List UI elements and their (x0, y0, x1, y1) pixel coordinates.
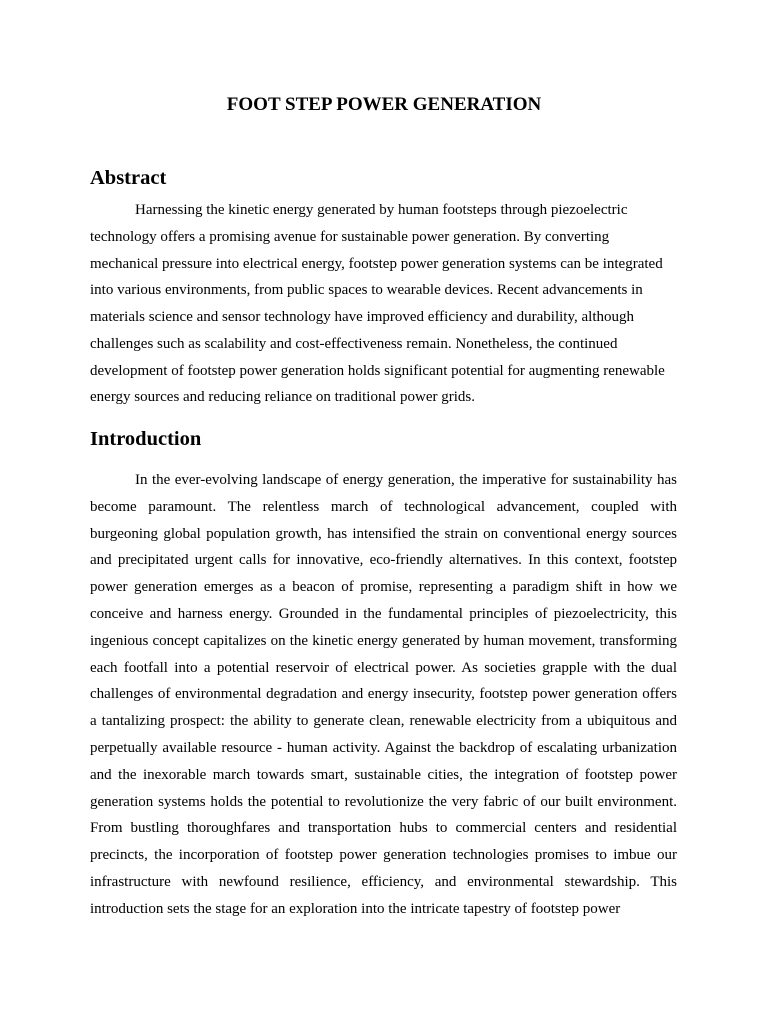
abstract-heading: Abstract (90, 167, 167, 189)
introduction-heading: Introduction (90, 428, 202, 450)
introduction-paragraph: In the ever-evolving landscape of energy generation, the imperative for sustainability has become paramount. The relentless march of technological advancement, coupled with burgeoning global population growth, has intensified the strain on conventional energy sources and precipitated urgent calls for innovative, eco-friendly alternatives. In this context, footstep power generation emerges as a beacon of promise, representing a paradigm shift in how we conceive and harness energy. Grounded in the fundamental principles of piezoelectricity, this ingenious concept capitalizes on the kinetic energy generated by human movement, transforming each footfall into a potential reservoir of electrical power. As societies grapple with the dual challenges of environmental degradation and energy insecurity, footstep power generation offers a tantalizing prospect: the ability to generate clean, renewable electricity from a ubiquitous and perpetually available resource - human activity. Against the backdrop of escalating urbanization and the inexorable march towards smart, sustainable cities, the integration of footstep power generation systems holds the potential to revolutionize the very fabric of our built environment. From bustling thoroughfares and transportation hubs to commercial centers and residential precincts, the incorporation of footstep power generation technologies promises to imbue our infrastructure with newfound resilience, efficiency, and environmental stewardship. This introduction sets the stage for an exploration into the intricate tapestry of footstep power (90, 472, 677, 917)
document-title: FOOT STEP POWER GENERATION (226, 94, 542, 115)
abstract-paragraph: Harnessing the kinetic energy generated by human footsteps through piezoelectric technology offers a promising avenue for sustainable power generation. By converting mechanical pressure into electrical energy, footstep power generation systems can be integrated into various environments, from public spaces to wearable devices. Recent advancements in materials science and sensor technology have improved efficiency and durability, although challenges such as scalability and cost-effectiveness remain. Nonetheless, the continued development of footstep power generation holds significant potential for augmenting renewable energy sources and reducing reliance on traditional power grids. (90, 202, 665, 406)
